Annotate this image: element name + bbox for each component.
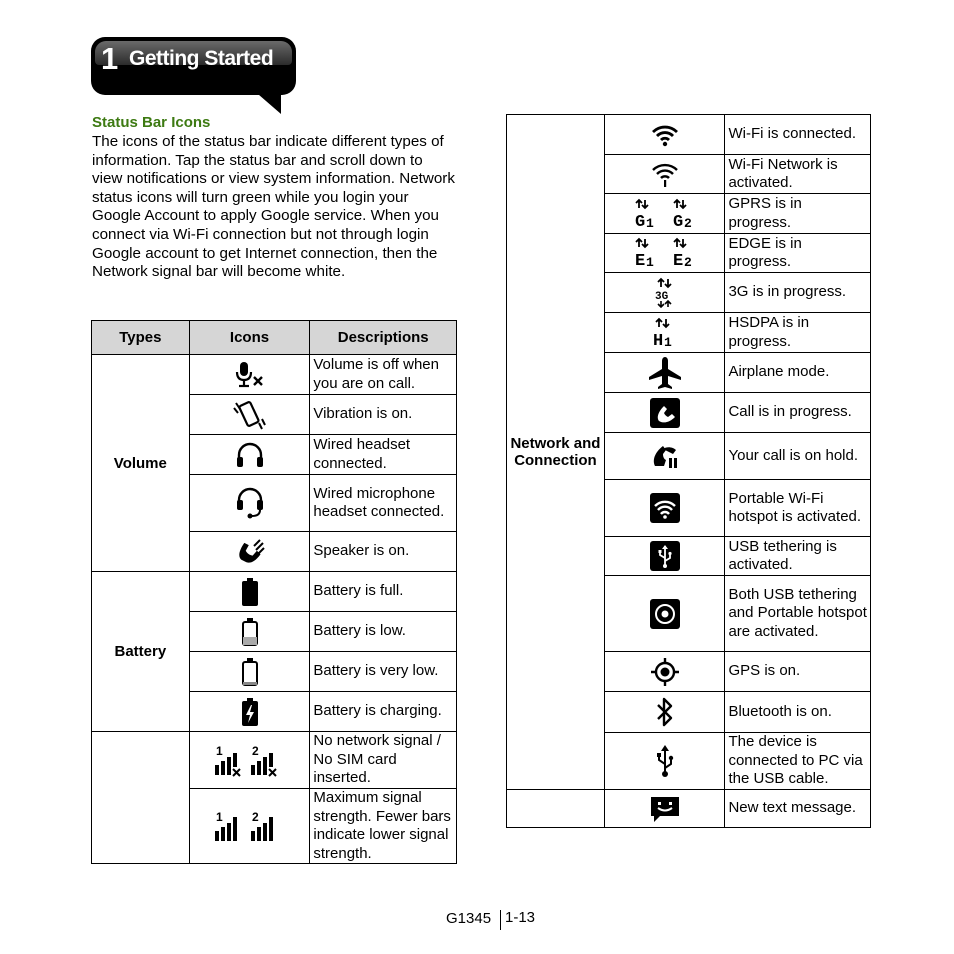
battery-low-icon — [189, 612, 310, 652]
desc-new-message: New text message. — [725, 790, 871, 828]
svg-text:2: 2 — [683, 215, 692, 230]
gps-icon — [604, 652, 725, 692]
desc-call: Call is in progress. — [725, 393, 871, 433]
desc-speakerphone: Speaker is on. — [310, 532, 457, 572]
desc-hotspot: Portable Wi-Fi hotspot is activated. — [725, 480, 871, 537]
bluetooth-icon — [604, 692, 725, 733]
chapter-badge — [91, 37, 296, 95]
type-volume: Volume — [92, 355, 190, 572]
desc-edge: EDGE is in progress. — [725, 234, 871, 273]
desc-3g: 3G is in progress. — [725, 273, 871, 313]
desc-battery-full: Battery is full. — [310, 572, 457, 612]
desc-gps: GPS is on. — [725, 652, 871, 692]
tethering-hotspot-icon — [604, 576, 725, 652]
gprs-icon — [604, 194, 725, 234]
desc-battery-very-low: Battery is very low. — [310, 652, 457, 692]
table-row — [92, 732, 457, 789]
desc-signal-strength: Maximum signal strength. Fewer bars indicate lower signal strength. — [310, 789, 457, 864]
status-icons-table-left — [91, 320, 457, 864]
footer-separator — [500, 910, 501, 930]
chapter-number: 1 — [101, 41, 119, 76]
desc-headset: Wired headset connected. — [310, 435, 457, 475]
svg-text:E: E — [634, 252, 645, 269]
intro-paragraph: The icons of the status bar indicate different types of information. Tap the status bar and scroll down to view notifications or view system information. Network status icons will turn green while you login your Google Account to apply Google service. When you connect via Wi-Fi connection but not through login Google account to get Internet connection, then the Network signal bar will become white. — [92, 133, 455, 281]
svg-text:G: G — [634, 212, 645, 230]
headset-icon — [189, 435, 310, 475]
type-battery: Battery — [92, 572, 190, 732]
svg-text:1: 1 — [215, 810, 223, 824]
new-message-icon — [604, 790, 725, 828]
desc-bluetooth: Bluetooth is on. — [725, 692, 871, 733]
desc-vibration: Vibration is on. — [310, 395, 457, 435]
svg-text:1: 1 — [215, 744, 223, 758]
no-signal-icon — [189, 732, 310, 789]
desc-no-signal: No network signal / No SIM card inserted. — [310, 732, 457, 789]
edge-icon — [604, 234, 725, 273]
svg-text:H: H — [652, 331, 663, 349]
table-row — [507, 790, 871, 828]
desc-wifi-network: Wi-Fi Network is activated. — [725, 155, 871, 194]
headset-microphone-icon — [189, 475, 310, 532]
battery-full-icon — [189, 572, 310, 612]
desc-hsdpa: HSDPA is in progress. — [725, 313, 871, 353]
desc-tethering-hotspot: Both USB tethering and Portable hotspot are activated. — [725, 576, 871, 652]
usb-icon — [604, 733, 725, 790]
wifi-network-icon — [604, 155, 725, 194]
type-signal — [92, 732, 190, 864]
status-icons-table-right — [506, 114, 871, 828]
header-descriptions: Descriptions — [310, 321, 457, 355]
mic-muted-icon — [189, 355, 310, 395]
desc-mic-muted: Volume is off when you are on call. — [310, 355, 457, 395]
airplane-icon — [604, 353, 725, 393]
battery-very-low-icon — [189, 652, 310, 692]
desc-wifi-connected: Wi-Fi is connected. — [725, 115, 871, 155]
svg-text:E: E — [672, 252, 683, 269]
hsdpa-icon — [604, 313, 725, 353]
svg-text:3G: 3G — [654, 290, 668, 303]
vibration-icon — [189, 395, 310, 435]
header-icons: Icons — [189, 321, 310, 355]
badge-tail — [251, 88, 281, 114]
svg-text:1: 1 — [663, 334, 672, 349]
page-number: 1-13 — [505, 909, 536, 926]
wifi-connected-icon — [604, 115, 725, 155]
desc-headset-microphone: Wired microphone headset connected. — [310, 475, 457, 532]
svg-text:2: 2 — [683, 255, 692, 269]
call-hold-icon — [604, 433, 725, 480]
desc-call-hold: Your call is on hold. — [725, 433, 871, 480]
speakerphone-icon — [189, 532, 310, 572]
svg-text:1: 1 — [645, 215, 654, 230]
desc-usb-tethering: USB tethering is activated. — [725, 537, 871, 576]
hotspot-icon — [604, 480, 725, 537]
call-icon — [604, 393, 725, 433]
svg-text:1: 1 — [645, 255, 654, 269]
table-row — [92, 355, 457, 395]
signal-strength-icon — [189, 789, 310, 864]
svg-text:2: 2 — [251, 810, 259, 824]
desc-airplane: Airplane mode. — [725, 353, 871, 393]
desc-gprs: GPRS is in progress. — [725, 194, 871, 234]
battery-charging-icon — [189, 692, 310, 732]
type-message — [507, 790, 605, 828]
desc-battery-charging: Battery is charging. — [310, 692, 457, 732]
section-title: Status Bar Icons — [92, 114, 211, 131]
3g-icon — [604, 273, 725, 313]
table-row — [507, 115, 871, 155]
svg-text:2: 2 — [251, 744, 259, 758]
chapter-title: Getting Started — [129, 47, 274, 70]
svg-text:G: G — [672, 212, 683, 230]
footer-model: G1345 — [446, 910, 492, 927]
table-row — [92, 572, 457, 612]
desc-usb: The device is connected to PC via the USB cable. — [725, 733, 871, 790]
usb-tethering-icon — [604, 537, 725, 576]
header-row — [92, 321, 457, 355]
desc-battery-low: Battery is low. — [310, 612, 457, 652]
type-network: Network and Connection — [507, 115, 605, 790]
header-types: Types — [92, 321, 190, 355]
